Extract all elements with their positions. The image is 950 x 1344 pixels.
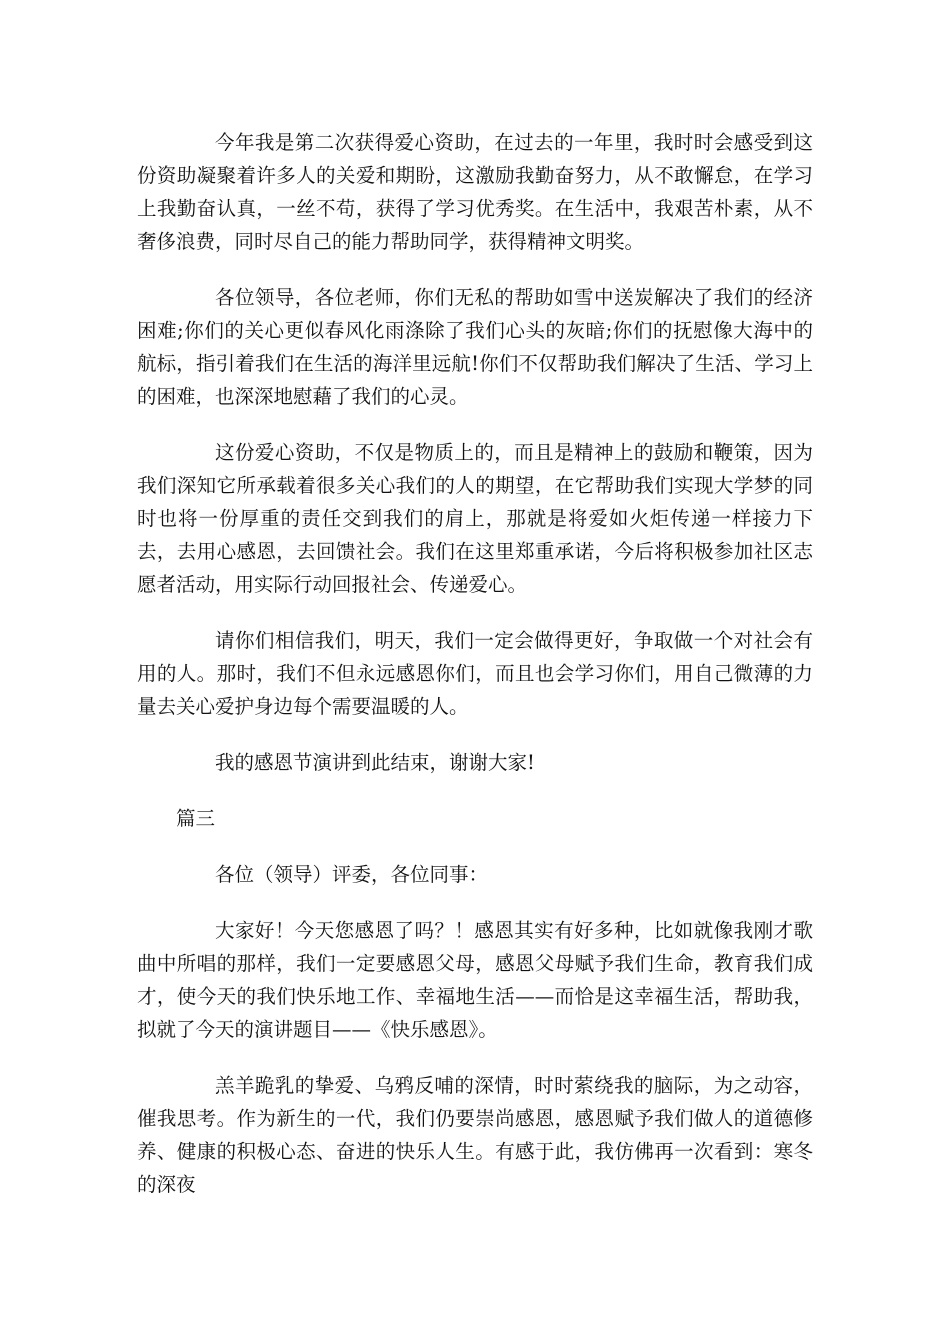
document-body: [137, 126, 813, 1224]
section-heading: 篇三: [176, 807, 216, 830]
paragraph-5-closing: 我的感恩节演讲到此结束，谢谢大家!: [215, 751, 535, 774]
paragraph-3: 这份爱心资助，不仅是物质上的，而且是精神上的鼓励和鞭策，因为我们深知它所承载着很多关心我们的人的期望，在它帮助我们实现大学梦的同时也将一份厚重的责任交到我们的肩上，那就是将爱如火炬传递一样接力下去，去用心感恩，去回馈社会。我们在这里郑重承诺，今后将积极参加社区志愿者活动，用实际行动回报社会、传递爱心。: [137, 441, 813, 596]
section-paragraph-2: 羔羊跪乳的挚爱、乌鸦反哺的深情，时时萦绕我的脑际，为之动容，催我思考。作为新生的一代，我们仍要崇尚感恩，感恩赋予我们做人的道德修养、健康的积极心态、奋进的快乐人生。有感于此，我仿佛再一次看到：寒冬的深夜: [137, 1074, 813, 1196]
salutation: 各位（领导）评委，各位同事：: [215, 863, 489, 886]
paragraph-2: 各位领导，各位老师，你们无私的帮助如雪中送炭解决了我们的经济困难;你们的关心更似春风化雨涤除了我们心头的灰暗;你们的抚慰像大海中的航标，指引着我们在生活的海洋里远航!你们不仅帮助我们解决了生活、学习上的困难，也深深地慰藉了我们的心灵。: [137, 286, 813, 408]
section-paragraph-1: 大家好！今天您感恩了吗？！感恩其实有好多种，比如就像我刚才歌曲中所唱的那样，我们一定要感恩父母，感恩父母赋予我们生命，教育我们成才，使今天的我们快乐地工作、幸福地生活——而恰是这幸福生活，帮助我，拟就了今天的演讲题目——《快乐感恩》。: [137, 919, 813, 1041]
paragraph-1: 今年我是第二次获得爱心资助，在过去的一年里，我时时会感受到这份资助凝聚着许多人的关爱和期盼，这激励我勤奋努力，从不敢懈怠，在学习上我勤奋认真，一丝不苟，获得了学习优秀奖。在生活中，我艰苦朴素，从不奢侈浪费，同时尽自己的能力帮助同学，获得精神文明奖。: [137, 131, 813, 253]
paragraph-4: 请你们相信我们，明天，我们一定会做得更好，争取做一个对社会有用的人。那时，我们不但永远感恩你们，而且也会学习你们，用自己微薄的力量去关心爱护身边每个需要温暖的人。: [137, 629, 813, 718]
